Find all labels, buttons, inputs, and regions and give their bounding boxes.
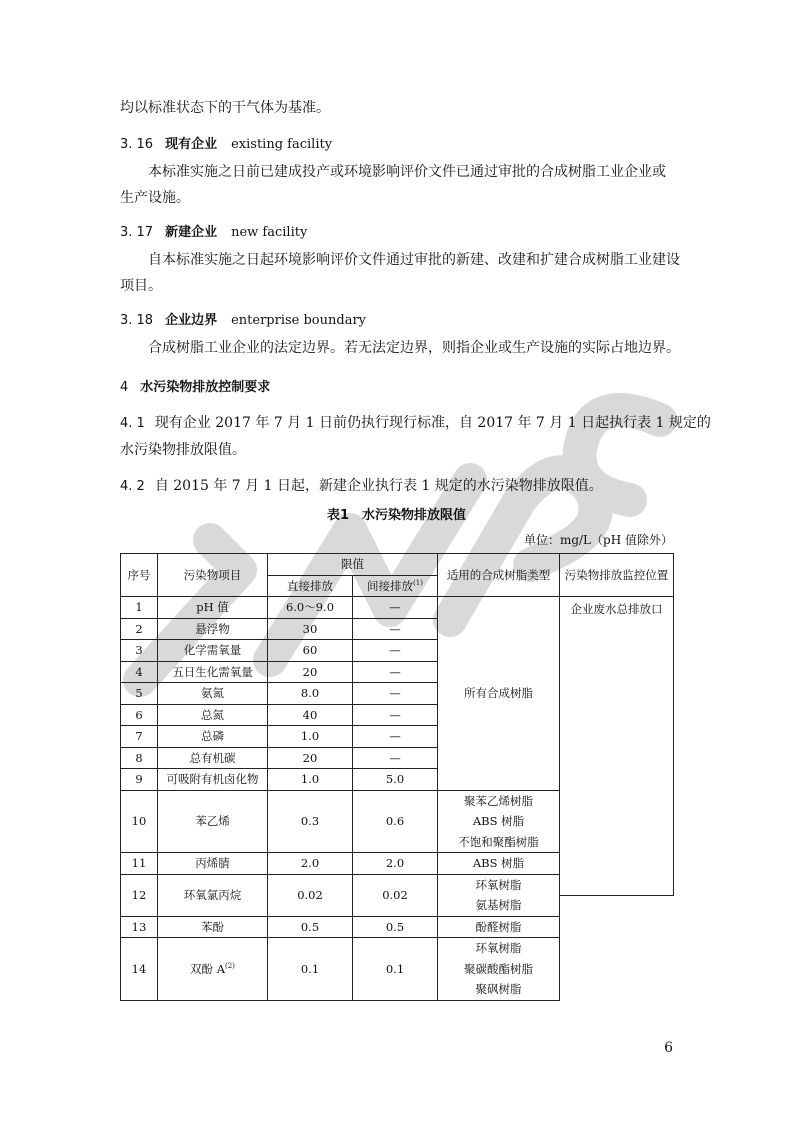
definition-term: 企业边界 <box>165 313 218 328</box>
cell-no: 2 <box>121 618 158 640</box>
cell-item: 化学需氧量 <box>158 640 268 662</box>
cell-indirect: 0.1 <box>353 938 438 1001</box>
cell-no: 4 <box>121 661 158 683</box>
footnote-ref: (2) <box>225 961 235 970</box>
definition-heading <box>120 311 680 331</box>
table-row <box>121 916 674 938</box>
cell-indirect: — <box>353 726 438 748</box>
cell-no: 8 <box>121 747 158 769</box>
cell-resin-type: ABS 树脂 <box>438 853 560 875</box>
cell-item: 氨氮 <box>158 683 268 705</box>
cell-indirect: 0.5 <box>353 916 438 938</box>
cell-no: 3 <box>121 640 158 662</box>
clause-text: 自 2015 年 7 月 1 日起，新建企业执行表 1 规定的水污染物排放限值。 <box>154 478 603 494</box>
clause-number: 4. 2 <box>120 479 145 494</box>
cell-item: 苯酚 <box>158 916 268 938</box>
definition-heading <box>120 135 680 155</box>
cell-monitor: 企业废水总排放口 <box>560 597 674 896</box>
cell-direct: 8.0 <box>268 683 353 705</box>
definition-heading <box>120 223 680 243</box>
cell-direct: 0.1 <box>268 938 353 1001</box>
definition-body: 自本标准实施之日起环境影响评价文件通过审批的新建、改建和扩建合成树脂工业建设 <box>148 252 680 268</box>
cell-resin-type: 氨基树脂 <box>438 895 560 916</box>
cell-resin-type: 所有合成树脂 <box>438 597 560 791</box>
cell-no: 5 <box>121 683 158 705</box>
header-indirect <box>353 575 438 597</box>
table-header-row <box>121 554 674 576</box>
cell-indirect: 0.6 <box>353 790 438 853</box>
clause-text: 现有企业 2017 年 7 月 1 日前仍执行现行标准，自 2017 年 7 月 1 日起执行表 1 规定的 <box>154 415 711 431</box>
cell-direct: 1.0 <box>268 726 353 748</box>
cell-resin-type: 不饱和聚酯树脂 <box>438 832 560 853</box>
table-row <box>121 597 674 619</box>
cell-no: 9 <box>121 769 158 791</box>
definition-body: 本标准实施之日前已建成投产或环境影响评价文件已通过审批的合成树脂工业企业或 <box>148 164 666 180</box>
cell-no: 13 <box>121 916 158 938</box>
cell-no: 7 <box>121 726 158 748</box>
cell-direct: 0.5 <box>268 916 353 938</box>
cell-item-label: 双酚 A <box>190 961 226 976</box>
definition-term: 现有企业 <box>165 137 218 152</box>
emission-limits-table <box>120 553 674 1001</box>
cell-resin-type: 聚砜树脂 <box>438 979 560 1000</box>
definition-number: 3. 16 <box>120 137 154 152</box>
cell-direct: 0.02 <box>268 874 353 916</box>
cell-item: 悬浮物 <box>158 618 268 640</box>
cell-direct: 1.0 <box>268 769 353 791</box>
definition-term-en: existing facility <box>231 137 333 152</box>
section-number: 4 <box>120 380 129 395</box>
cell-resin-type: 环氧树脂 <box>438 874 560 895</box>
cell-resin-type: 酚醛树脂 <box>438 916 560 938</box>
cell-item: 苯乙烯 <box>158 790 268 853</box>
cell-indirect: — <box>353 640 438 662</box>
definition-number: 3. 18 <box>120 313 154 328</box>
cell-resin-type: ABS 树脂 <box>438 811 560 832</box>
clause-number: 4. 1 <box>120 416 145 431</box>
cell-item: 总磷 <box>158 726 268 748</box>
cell-no: 10 <box>121 790 158 853</box>
cell-indirect: — <box>353 683 438 705</box>
table-caption: 表1 水污染物排放限值 <box>326 508 467 523</box>
cell-indirect: — <box>353 618 438 640</box>
clause-4-2 <box>120 476 680 497</box>
cell-item: 环氧氯丙烷 <box>158 874 268 916</box>
cell-no: 1 <box>121 597 158 619</box>
cell-no: 14 <box>121 938 158 1001</box>
cell-direct: 0.3 <box>268 790 353 853</box>
cell-direct: 30 <box>268 618 353 640</box>
cell-indirect: 2.0 <box>353 853 438 875</box>
cell-item: 可吸附有机卤化物 <box>158 769 268 791</box>
header-resin-type: 适用的合成树脂类型 <box>438 554 560 597</box>
cell-indirect: — <box>353 597 438 619</box>
header-indirect-label: 间接排放 <box>367 578 414 593</box>
cell-indirect: 5.0 <box>353 769 438 791</box>
definition-number: 3. 17 <box>120 225 154 240</box>
cell-direct: 60 <box>268 640 353 662</box>
cell-item: 丙烯腈 <box>158 853 268 875</box>
section-heading <box>120 378 680 398</box>
table-unit-note: 单位：mg/L（pH 值除外） <box>523 533 673 547</box>
footnote-ref: (1) <box>413 578 423 587</box>
cell-direct: 6.0～9.0 <box>268 597 353 619</box>
cell-indirect: 0.02 <box>353 874 438 916</box>
header-item: 污染物项目 <box>158 554 268 597</box>
cell-no: 11 <box>121 853 158 875</box>
cell-direct: 2.0 <box>268 853 353 875</box>
header-monitor: 污染物排放监控位置 <box>560 554 674 597</box>
intro-line: 均以标准状态下的干气体为基准。 <box>120 100 330 116</box>
cell-indirect: — <box>353 747 438 769</box>
cell-resin-type: 聚碳酸酯树脂 <box>438 959 560 980</box>
cell-resin-type: 聚苯乙烯树脂 <box>438 790 560 811</box>
definition-body: 合成树脂工业企业的法定边界。若无法定边界，则指企业或生产设施的实际占地边界。 <box>148 340 680 356</box>
cell-resin-type: 环氧树脂 <box>438 938 560 959</box>
cell-item: 总氮 <box>158 704 268 726</box>
definition-term-en: enterprise boundary <box>231 313 367 328</box>
cell-direct: 20 <box>268 747 353 769</box>
cell-item <box>158 938 268 1001</box>
cell-item: pH 值 <box>158 597 268 619</box>
definition-term: 新建企业 <box>165 225 218 240</box>
section-title: 水污染物排放控制要求 <box>140 380 271 395</box>
cell-item: 总有机碳 <box>158 747 268 769</box>
definition-body-cont: 生产设施。 <box>120 190 190 206</box>
header-no: 序号 <box>121 554 158 597</box>
page-number: 6 <box>664 1040 673 1056</box>
definition-body-cont: 项目。 <box>120 278 162 294</box>
cell-direct: 40 <box>268 704 353 726</box>
cell-no: 6 <box>121 704 158 726</box>
header-direct: 直接排放 <box>268 575 353 597</box>
definition-term-en: new facility <box>231 225 308 240</box>
table-row <box>121 938 674 959</box>
cell-no: 12 <box>121 874 158 916</box>
cell-direct: 20 <box>268 661 353 683</box>
cell-item: 五日生化需氧量 <box>158 661 268 683</box>
cell-indirect: — <box>353 661 438 683</box>
cell-indirect: — <box>353 704 438 726</box>
clause-4-1-cont: 水污染物排放限值。 <box>120 442 246 458</box>
clause-4-1 <box>120 413 711 434</box>
header-limit: 限值 <box>268 554 438 576</box>
